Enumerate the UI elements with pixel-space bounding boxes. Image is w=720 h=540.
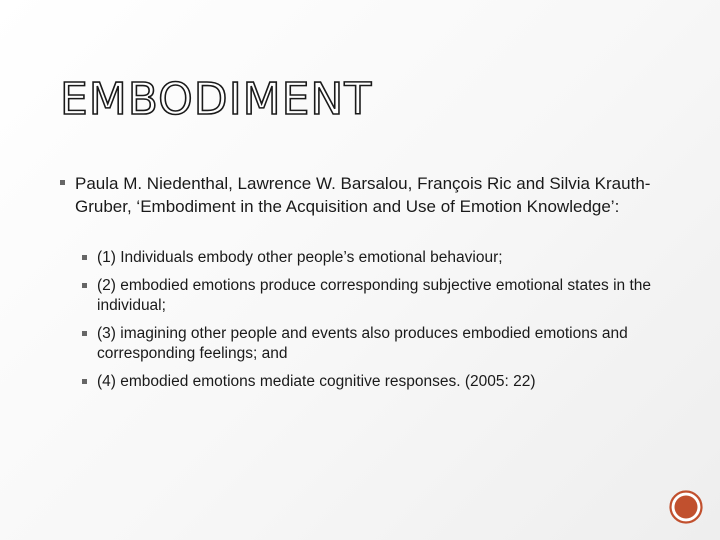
sub-bullet-text: (3) imagining other people and events also produces embodied emotions and corresponding feelings; and [97, 325, 628, 362]
sub-bullet-item [82, 276, 662, 316]
bullet-marker [82, 379, 87, 384]
sub-bullet-text: (4) embodied emotions mediate cognitive responses. (2005: 22) [97, 373, 536, 390]
sub-bullet-text: (1) Individuals embody other people’s emotional behaviour; [97, 249, 503, 266]
sub-bullet-item [82, 372, 662, 392]
slide-title: EMBODIMENT [60, 74, 373, 125]
sub-bullet-text: (2) embodied emotions produce corresponding subjective emotional states in the individual; [97, 277, 652, 314]
sub-bullet-item [82, 324, 662, 364]
sub-bullet-item [82, 248, 662, 268]
bullet-marker [82, 255, 87, 260]
bullet-marker [82, 283, 87, 288]
bullet-marker [60, 180, 65, 185]
sub-bullet-list [82, 248, 662, 400]
nav-icon-inner-disc [675, 496, 698, 519]
main-bullet-text: Paula M. Niedenthal, Lawrence W. Barsalou, François Ric and Silvia Krauth-Gruber, ‘Embodiment in the Acquisition and Use of Emotion Knowledge’: [75, 174, 651, 216]
main-bullet [60, 172, 660, 218]
circle-nav-icon[interactable] [669, 490, 703, 524]
bullet-marker [82, 331, 87, 336]
